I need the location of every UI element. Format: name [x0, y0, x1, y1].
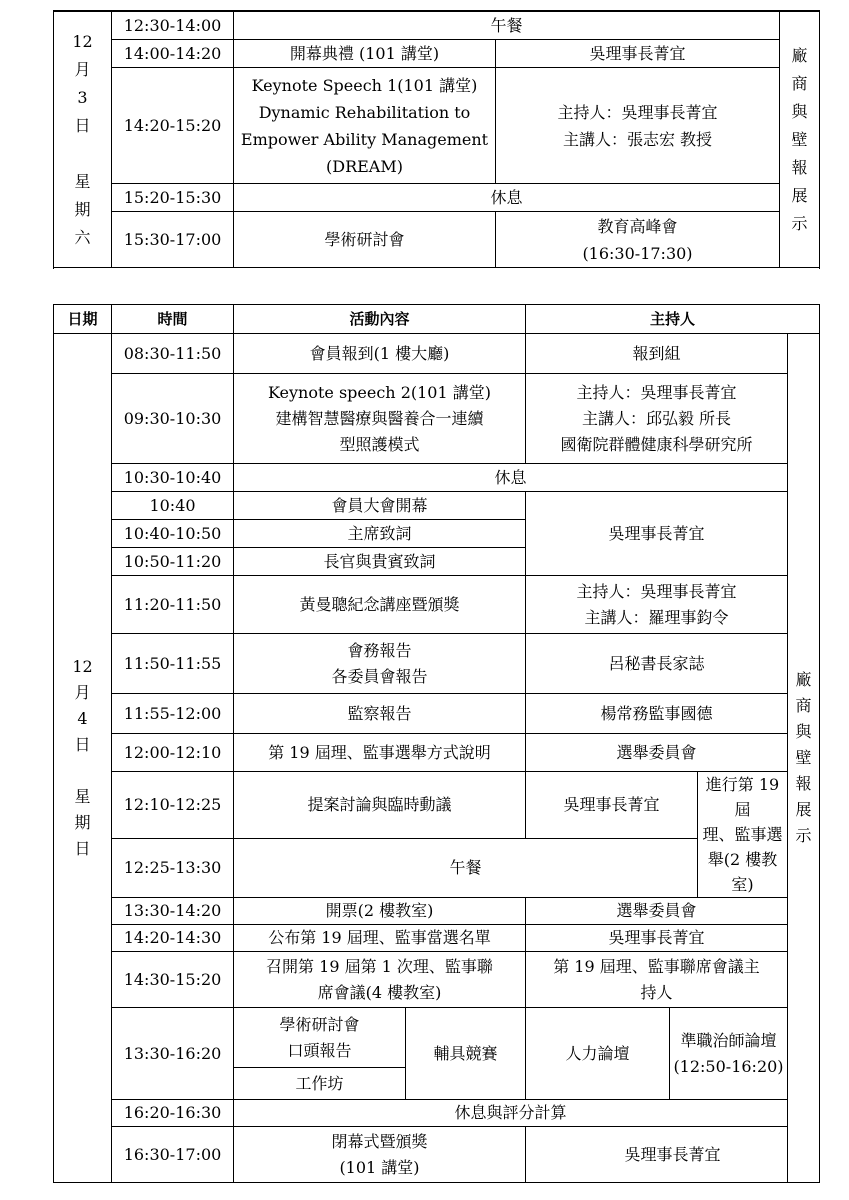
activity-cell: 會員報到(1 樓大廳): [234, 334, 526, 374]
date-cell-day1: 12 月 3 日 星 期 六: [54, 11, 112, 268]
activity-cell: 閉幕式暨頒獎 (101 講堂): [234, 1127, 526, 1183]
time-cell: 16:30-17:00: [112, 1127, 234, 1183]
activity-cell: 休息: [234, 464, 788, 492]
time-cell: 14:30-15:20: [112, 952, 234, 1008]
time-cell: 11:55-12:00: [112, 694, 234, 734]
time-cell: 10:40-10:50: [112, 520, 234, 548]
time-cell: 12:00-12:10: [112, 734, 234, 772]
host-cell: 主持人：吳理事長菁宜 主講人：邱弘毅 所長 國衛院群體健康科學研究所: [526, 374, 788, 464]
host-cell: 吳理事長菁宜: [526, 772, 698, 839]
time-cell: 11:50-11:55: [112, 634, 234, 694]
host-cell: 吳理事長菁宜: [526, 1127, 820, 1183]
time-cell: 12:10-12:25: [112, 772, 234, 839]
header-host: 主持人: [526, 305, 820, 334]
activity-cell: Keynote Speech 1(101 講堂) Dynamic Rehabilitation to Empower Ability Management (DREAM): [234, 68, 496, 184]
activity-cell: 監察報告: [234, 694, 526, 734]
exhibit-cell-day1: 廠 商 與 壁 報 展 示: [780, 11, 820, 268]
time-cell: 10:30-10:40: [112, 464, 234, 492]
time-cell: 16:20-16:30: [112, 1100, 234, 1127]
time-cell: 15:20-15:30: [112, 184, 234, 212]
host-cell: 主持人：吳理事長菁宜 主講人：羅理事鈞令: [526, 576, 788, 634]
schedule-table-day2: [53, 304, 820, 1183]
activity-cell: 午餐: [234, 839, 698, 898]
header-time: 時間: [112, 305, 234, 334]
header-date: 日期: [54, 305, 112, 334]
activity-cell: 提案討論與臨時動議: [234, 772, 526, 839]
election-cell: 進行第 19 屆 理、監事選 舉(2 樓教室): [698, 772, 788, 898]
host-cell: 教育高峰會 (16:30-17:30): [496, 212, 780, 268]
time-cell: 08:30-11:50: [112, 334, 234, 374]
activity-cell: 公布第 19 屆理、監事當選名單: [234, 925, 526, 952]
schedule-table-day1: [53, 10, 820, 268]
time-cell: 12:25-13:30: [112, 839, 234, 898]
host-cell: 選舉委員會: [526, 734, 788, 772]
activity-cell: 休息與評分計算: [234, 1100, 788, 1127]
time-cell: 14:20-15:20: [112, 68, 234, 184]
date-cell-day2: 12 月 4 日 星 期 日: [54, 334, 112, 1183]
time-cell: 11:20-11:50: [112, 576, 234, 634]
host-cell: 吳理事長菁宜: [526, 492, 788, 576]
time-cell: 14:20-14:30: [112, 925, 234, 952]
workforce-forum-cell: 人力論壇: [526, 1008, 670, 1100]
host-cell: 報到組: [526, 334, 788, 374]
activity-cell: 會務報告 各委員會報告: [234, 634, 526, 694]
host-cell: 第 19 屆理、監事聯席會議主 持人: [526, 952, 788, 1008]
activity-cell: 會員大會開幕: [234, 492, 526, 520]
activity-cell: 第 19 屆理、監事選舉方式說明: [234, 734, 526, 772]
activity-cell: 學術研討會: [234, 212, 496, 268]
host-cell: 吳理事長菁宜: [496, 40, 780, 68]
host-cell: 楊常務監事國德: [526, 694, 788, 734]
time-cell: 13:30-16:20: [112, 1008, 234, 1100]
activity-cell: 主席致詞: [234, 520, 526, 548]
header-activity: 活動內容: [234, 305, 526, 334]
time-cell: 14:00-14:20: [112, 40, 234, 68]
activity-cell: 黃曼聰紀念講座暨頒獎: [234, 576, 526, 634]
activity-cell: 開幕典禮 (101 講堂): [234, 40, 496, 68]
time-cell: 09:30-10:30: [112, 374, 234, 464]
time-cell: 13:30-14:20: [112, 898, 234, 925]
host-cell: 選舉委員會: [526, 898, 788, 925]
activity-cell: 開票(2 樓教室): [234, 898, 526, 925]
exhibit-cell-day2: 廠 商 與 壁 報 展 示: [788, 334, 820, 1183]
host-cell: 吳理事長菁宜: [526, 925, 788, 952]
time-cell: 10:50-11:20: [112, 548, 234, 576]
time-cell: 12:30-14:00: [112, 11, 234, 40]
time-cell: 10:40: [112, 492, 234, 520]
host-cell: 主持人：吳理事長菁宜 主講人：張志宏 教授: [496, 68, 780, 184]
host-cell: 呂秘書長家誌: [526, 634, 788, 694]
oral-presentation-cell: 學術研討會 口頭報告: [234, 1008, 406, 1068]
workshop-cell: 工作坊: [234, 1068, 406, 1100]
activity-cell: Keynote speech 2(101 講堂) 建構智慧醫療與醫養合一連續 型照護模式: [234, 374, 526, 464]
activity-cell: 午餐: [234, 11, 780, 40]
activity-cell: 召開第 19 屆第 1 次理、監事聯 席會議(4 樓教室): [234, 952, 526, 1008]
ota-forum-cell: 準職治師論壇 (12:50-16:20): [670, 1008, 788, 1100]
activity-cell: 休息: [234, 184, 780, 212]
assistive-device-cell: 輔具競賽: [406, 1008, 526, 1100]
time-cell: 15:30-17:00: [112, 212, 234, 268]
activity-cell: 長官與貴賓致詞: [234, 548, 526, 576]
